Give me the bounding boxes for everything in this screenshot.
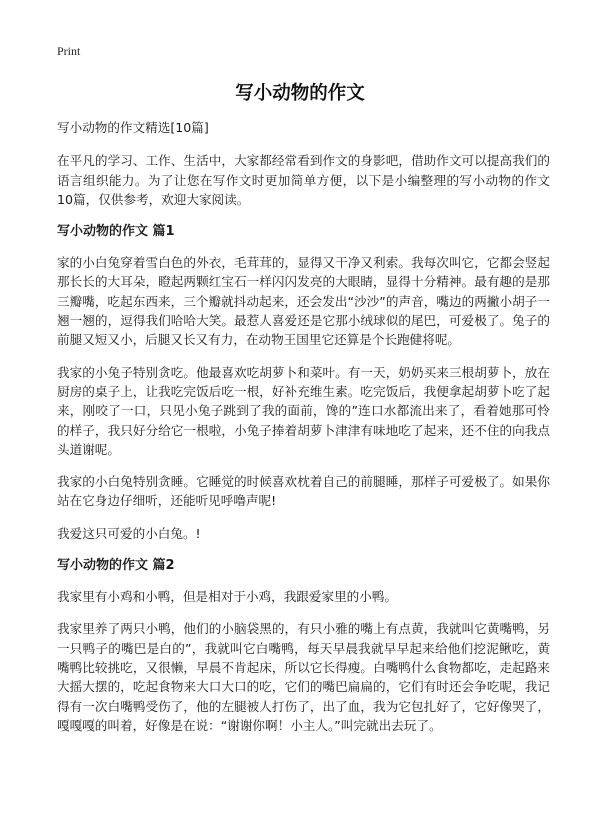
- intro-paragraph: 在平凡的学习、工作、生活中，大家都经常看到作文的身影吧，借助作文可以提高我们的语言组织能力。为了让您在写作文时更加简单方便，以下是小编整理的写小动物的作文10篇，仅供参考，欢迎大家阅读。: [57, 153, 550, 207]
- article-subtitle: 写小动物的作文精选[10篇]: [57, 120, 209, 135]
- section-2-paragraph-2: 我家里养了两只小鸭，他们的小脑袋黑的，有只小雅的嘴上有点黄，我就叫它黄嘴鸭，另一只鸭子的嘴巴是白的”，我就叫它白嘴鸭，每天早晨我就早早起来给他们挖泥鳅吃，黄嘴鸭比较挑吃，又很懒，早晨不肯起床，所以它长得瘦。白嘴鸭什么食物都吃，走起路来大摇大摆的，吃起食物来大口大口的吃，它们的嘴巴扁扁的，它们有时还会争吃呢，我记得有一次白嘴鸭受伤了，他的左腿被人打伤了，出了血，我为它包扎好了，它好像哭了，嘎嘎嘎的叫着，好像是在说：“谢谢你啊！小主人。”叫完就出去玩了。: [57, 621, 550, 733]
- section-1-paragraph-3: 我家的小白兔特别贪睡。它睡觉的时候喜欢枕着自己的前腿睡，那样子可爱极了。如果你站在它身边仔细听，还能听见呼噜声呢!: [57, 474, 550, 509]
- section-1-paragraph-1: 家的小白兔穿着雪白色的外衣，毛茸茸的，显得又干净又利索。我每次叫它，它都会竖起那长长的大耳朵，瞪起两颗红宝石一样闪闪发亮的大眼睛，显得十分精神。最有趣的是那三瓣嘴，吃起东西来，三个瓣就抖动起来，还会发出“沙沙”的声音，嘴边的两撇小胡子一翘一翘的，逗得我们哈哈大笑。最惹人喜爱还是它那小绒球似的尾巴，可爱极了。兔子的前腿又短又小，后腿又长又有力，在动物王国里它还算是个长跑健将呢。: [57, 255, 550, 348]
- section-heading-2: 写小动物的作文 篇2: [57, 558, 175, 574]
- print-link[interactable]: Print: [57, 44, 81, 58]
- article-body: [57, 118, 550, 748]
- section-2-paragraph-1: 我家里有小鸡和小鸭，但是相对于小鸡，我跟爱家里的小鸭。: [57, 589, 398, 605]
- section-1-paragraph-4: 我爱这只可爱的小白兔。!: [57, 525, 201, 541]
- page-title: 写小动物的作文: [235, 83, 365, 104]
- section-1-paragraph-2: 我家的小兔子特别贪吃。他最喜欢吃胡萝卜和菜叶。有一天，奶奶买来三根胡萝卜，放在厨房的桌子上，让我吃完饭后吃一根，好补充维生素。吃完饭后，我便拿起胡萝卜吃了起来，刚咬了一口，只见小兔子跳到了我的面前，馋的”连口水都流出来了，看着她那可怜的样子，我只好分给它一根啦，小兔子捧着胡萝卜津津有味地吃了起来，还不住的向我点头道谢呢。: [57, 364, 550, 457]
- section-heading-1: 写小动物的作文 篇1: [57, 224, 175, 240]
